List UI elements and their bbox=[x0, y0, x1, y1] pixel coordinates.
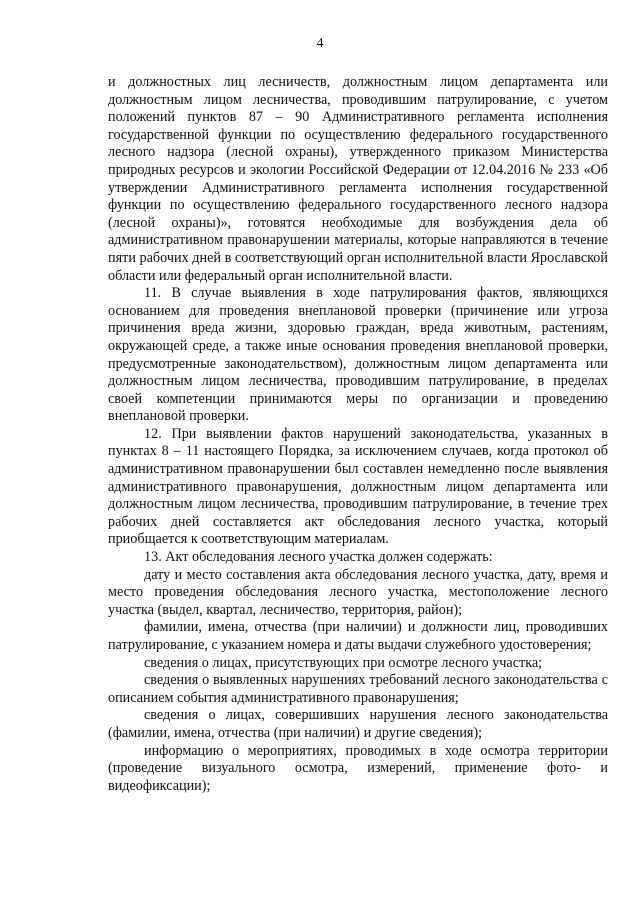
list-item-offenders: сведения о лицах, совершивших нарушения лесного законодательства (фамилии, имена, отчества (при наличии) и другие сведения); bbox=[108, 707, 608, 741]
list-item-inspection-measures: информацию о мероприятиях, проводимых в ходе осмотра территории (проведение визуального осмотра, измерений, применение фото- и видеофиксации); bbox=[108, 742, 608, 794]
paragraph-item-11: 11. В случае выявления в ходе патрулирования фактов, являющихся основанием для проведения внеплановой проверки (причинение или угроза причинения вреда жизни, здоровью граждан, вреда животным, растениям, окружающей среде, а также иные основания проведения внеплановой проверки, предусмотренные законодательством), должностным лицом департамента или должностным лицом лесничества, проводившим патрулирование, в пределах своей компетенции принимаются меры по организации и проведению внеплановой проверки. bbox=[108, 285, 608, 425]
page-number: 4 bbox=[316, 36, 324, 51]
document-body bbox=[108, 74, 608, 795]
paragraph-item-12: 12. При выявлении фактов нарушений законодательства, указанных в пунктах 8 – 11 настоящего Порядка, за исключением случаев, когда протокол об административном правонарушении был составлен немедленно после выявления административного правонарушения, должностным лицом департамента или должностным лицом лесничества, проводившим патрулирование, в течение трех рабочих дней составляется акт обследования лесного участка, который приобщается к соответствующим материалам. bbox=[108, 425, 608, 548]
paragraph-continuation: и должностных лиц лесничеств, должностным лицом департамента или должностным лицом лесничества, проводившим патрулирование, с учетом положений пунктов 87 – 90 Административного регламента исполнения государственной функции по осуществлению федерального государственного лесного надзора (лесной охраны), утвержденного приказом Министерства природных ресурсов и экологии Российской Федерации от 12.04.2016 № 233 «Об утверждении Административного регламента исполнения государственной функции по осуществлению федерального государственного лесного надзора (лесной охраны)», готовятся необходимые для возбуждения дела об административном правонарушении материалы, которые направляются в течение пяти рабочих дней в соответствующий орган исполнительной власти Ярославской области или федеральный орган исполнительной власти. bbox=[108, 74, 608, 284]
list-item-present-persons: сведения о лицах, присутствующих при осмотре лесного участка; bbox=[144, 654, 543, 671]
list-item-violations: сведения о выявленных нарушениях требований лесного законодательства с описанием события административного правонарушения; bbox=[108, 672, 608, 706]
list-item-date-place: дату и место составления акта обследования лесного участка, дату, время и место проведения обследования лесного участка, местоположение лесного участка (выдел, квартал, лесничество, территория, район); bbox=[108, 566, 608, 618]
list-item-officials: фамилии, имена, отчества (при наличии) и должности лиц, проводивших патрулирование, с указанием номера и даты выдачи служебного удостоверения; bbox=[108, 619, 608, 653]
paragraph-item-13: 13. Акт обследования лесного участка должен содержать: bbox=[144, 549, 493, 566]
